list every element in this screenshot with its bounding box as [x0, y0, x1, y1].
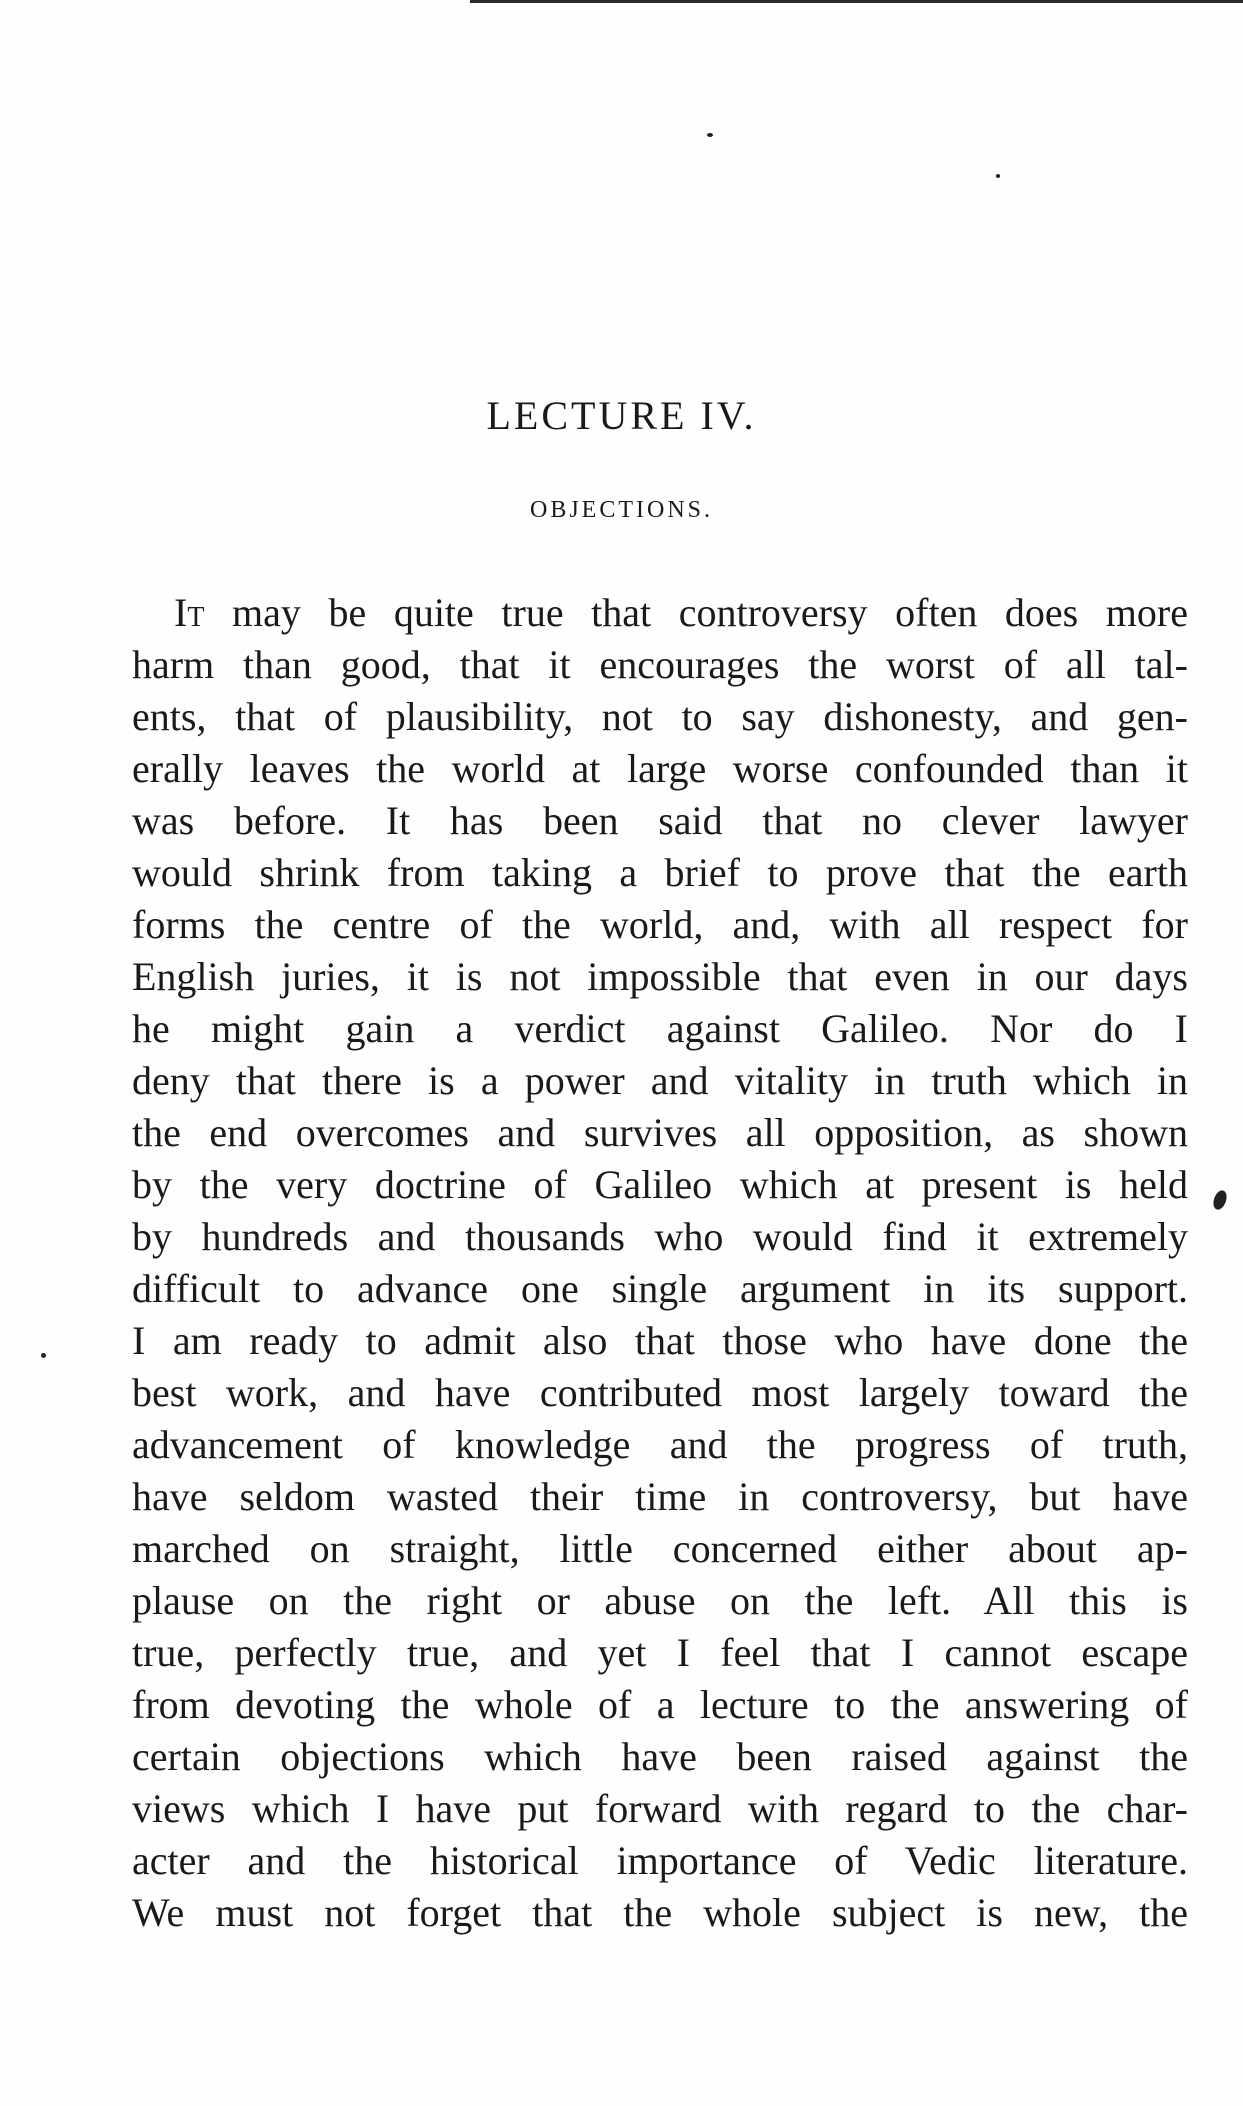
section-title: OBJECTIONS. [529, 497, 713, 523]
text-line: harm than good, that it encourages the worst of all tal- [132, 642, 1188, 687]
text-line: erally leaves the world at large worse confounded than it [132, 746, 1188, 791]
text-line: advancement of knowledge and the progress of truth, [132, 1422, 1188, 1467]
text-line: was before. It has been said that no clever lawyer [132, 798, 1188, 843]
text-line: would shrink from taking a brief to prove that the earth [132, 850, 1188, 895]
ink-speck [41, 1353, 46, 1358]
text-line: true, perfectly true, and yet I feel that I cannot escape [132, 1630, 1188, 1675]
text-line: views which I have put forward with regard to the char- [132, 1786, 1188, 1831]
text-line: It may be quite true that controversy often does more [174, 590, 1188, 635]
top-rule [470, 0, 1243, 3]
body-paragraph [132, 587, 1188, 1939]
ink-speck [707, 133, 713, 137]
text-line: by the very doctrine of Galileo which at present is held [132, 1162, 1188, 1207]
text-line: have seldom wasted their time in controversy, but have [132, 1474, 1188, 1519]
text-line: difficult to advance one single argument in its support. [132, 1266, 1188, 1311]
text-line: English juries, it is not impossible that even in our days [132, 954, 1188, 999]
text-line: the end overcomes and survives all opposition, as shown [132, 1110, 1188, 1155]
ink-blot [1211, 1189, 1229, 1212]
text-line: marched on straight, little concerned either about ap- [132, 1526, 1188, 1571]
text-line: he might gain a verdict against Galileo. Nor do I [132, 1006, 1188, 1051]
text-line: from devoting the whole of a lecture to the answering of [132, 1682, 1188, 1727]
text-line: acter and the historical importance of Vedic literature. [132, 1838, 1188, 1883]
text-line: best work, and have contributed most largely toward the [132, 1370, 1188, 1415]
drop-word: It [174, 590, 205, 635]
text-line: ents, that of plausibility, not to say dishonesty, and gen- [132, 694, 1188, 739]
text-line: certain objections which have been raised against the [132, 1734, 1188, 1779]
text-line: forms the centre of the world, and, with all respect for [132, 902, 1188, 947]
text-line: deny that there is a power and vitality in truth which in [132, 1058, 1188, 1103]
text-line: We must not forget that the whole subject is new, the [132, 1890, 1188, 1935]
text-line: plause on the right or abuse on the left. All this is [132, 1578, 1188, 1623]
text-line: I am ready to admit also that those who have done the [132, 1318, 1188, 1363]
ink-speck [996, 174, 1000, 178]
lecture-title: LECTURE IV. [486, 393, 757, 438]
text-line: by hundreds and thousands who would find it extremely [132, 1214, 1188, 1259]
